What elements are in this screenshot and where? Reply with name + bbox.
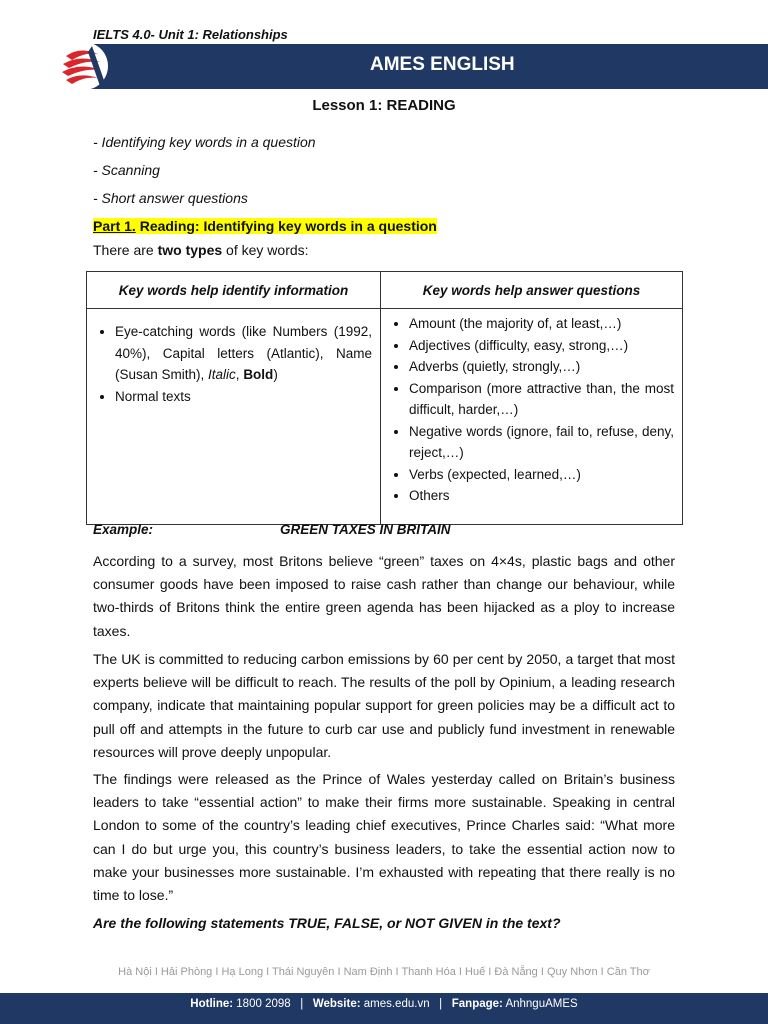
example-title: GREEN TAXES IN BRITAIN [280,522,451,537]
part1-label: Part 1. [93,218,136,234]
contact-footer [0,993,768,1024]
hotline-label: Hotline: [190,998,234,1010]
footer-separator: | [290,998,313,1010]
list-item: • Comparison (more attractive than, the most difficult, harder,…) [409,378,674,421]
keywords-table [86,271,683,525]
footer-separator: | [429,998,452,1010]
part1-title: Reading: Identifying key words in a question [135,218,437,234]
list-item: • Adjectives (difficulty, easy, strong,…) [409,335,674,357]
part1-heading [93,218,437,234]
fanpage-label: Fanpage: [451,998,503,1010]
example-paragraph: The UK is committed to reducing carbon emissions by 60 per cent by 2050, a target that most experts believe will be difficult to reach. The results of the poll by Opinium, a leading research company, indicate that maintaining popular support for green policies may be a difficult act to pull off and attempts in the future to curb car use and publicly fund investment in renewable resources will prove deeply unpopular. [93,651,675,760]
website-value: ames.edu.vn [360,998,430,1010]
objective-item: - Scanning [93,162,160,178]
answer-cell [381,309,683,525]
list-item [115,321,372,386]
list-item-bold: Bold [243,367,274,382]
lesson-title: Lesson 1: READING [312,97,456,114]
list-item: • Adverbs (quietly, strongly,…) [409,356,674,378]
objective-item: - Short answer questions [93,190,248,206]
table-header-answer: Key words help answer questions [381,272,683,309]
website-label: Website: [312,998,361,1010]
list-item-text: Eye-catching words (like Numbers (1992, 40%), Capital letters (Atlantic), Name (Susan Smith), [115,324,372,382]
list-item-end: ) [273,367,278,382]
ames-logo-icon [58,40,120,92]
example-label: Example: [93,522,154,537]
answer-list [385,313,674,507]
example-heading [93,522,451,537]
list-item: • Others [409,485,674,507]
brand-title: AMES ENGLISH [370,54,515,75]
example-paragraph: According to a survey, most Britons believe “green” taxes on 4×4s, plastic bags and other consumer goods have been imposed to raise cash rather than change our behaviour, while two-thirds of Britons think the entire green agenda has been hijacked as a ploy to increase taxes. [93,553,675,639]
city-list: Hà Nội I Hải Phòng I Hạ Long I Thái Nguyên I Nam Định I Thanh Hóa I Huế I Đà Nẵng I Quy Nhơn I Cần Thơ [118,966,650,978]
question-prompt: Are the following statements TRUE, FALSE, or NOT GIVEN in the text? [93,915,561,931]
intro-text: There are [93,242,158,258]
identify-cell [87,309,381,525]
intro-bold: two types [157,242,223,258]
list-item-italic: Italic [208,367,236,382]
fanpage-value: AnhnguAMES [502,998,578,1010]
list-item-sep: , [235,367,244,382]
intro-text-end: of key words: [222,242,309,258]
brand-banner [85,44,768,89]
list-item: • Verbs (expected, learned,…) [409,464,674,486]
list-item: • Negative words (ignore, fail to, refuse, deny, reject,…) [409,421,674,464]
hotline-value: 1800 2098 [233,998,291,1010]
objective-item: - Identifying key words in a question [93,134,316,150]
unit-header: IELTS 4.0- Unit 1: Relationships [93,27,288,42]
list-item: • Normal texts [115,386,372,408]
keywords-intro [93,242,309,258]
list-item: • Amount (the majority of, at least,…) [409,313,674,335]
example-paragraph: The findings were released as the Prince of Wales yesterday called on Britain’s business leaders to take “essential action” to make their firms more sustainable. Speaking in central London to some of the country’s leading chief executives, Prince Charles said: “What more can I do but urge you, this country’s business leaders, to take the essential action now to make your businesses more sustainable. I’m exhausted with repeating that there really is no time to lose.” [93,771,675,904]
table-header-identify: Key words help identify information [87,272,381,309]
identify-list [91,321,372,407]
